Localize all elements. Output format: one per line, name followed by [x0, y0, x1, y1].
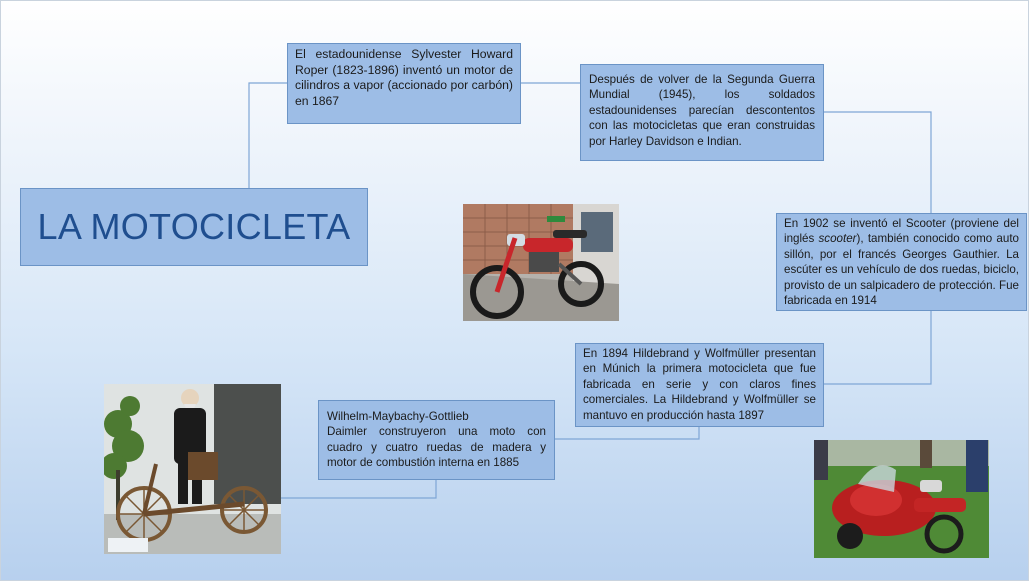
daimler-node: [318, 400, 555, 480]
connector-guerra-scooter: [823, 112, 931, 213]
roper-node: [287, 43, 521, 124]
postwar-text: Después de volver de la Segunda Guerra Mundial (1945), los soldados estadounidenses parecían descontentos con las motocicletas que eran construidas por Harley Davidson e Indian.: [589, 73, 815, 148]
connector-hildebrand-daimler: [555, 427, 699, 439]
hildebrand-text: En 1894 Hildebrand y Wolfmüller presentan en Múnich la primera motocicleta que fue fabricada en serie y con claros fines comerciales. La Hildebrand y Wolfmüller se mantuvo en producción hasta 1897: [583, 347, 816, 422]
connector-scooter-hildebrand: [823, 311, 931, 384]
connector-title-roper: [249, 83, 288, 188]
scooter-text-part2: ), también conocido como auto sillón, por el francés Georges Gauthier. La escúter es un vehículo de dos ruedas, biciclo, provisto de un salpicadero de protección. Fue fabricada en 1914: [784, 232, 1019, 308]
scooter-text-part1: En 1902 se inventó el Scooter (proviene del inglés: [784, 217, 1019, 246]
daimler-wooden-motorcycle-photo: [104, 384, 281, 554]
hildebrand-node: [575, 343, 824, 427]
sidecar-motorcycle-photo: [814, 440, 989, 558]
daimler-text: Daimler construyeron una moto con cuadro y cuatro ruedas de madera y motor de combustión interna en 1885: [327, 425, 546, 470]
red-moped-photo: [463, 204, 619, 321]
main-title-box: [20, 188, 368, 266]
scooter-node: [776, 213, 1027, 311]
postwar-node: [580, 64, 824, 161]
connector-daimler-photo: [281, 480, 436, 498]
roper-text: El estadounidense Sylvester Howard Roper (1823-1896) inventó un motor de cilindros a vapor (accionado por carbón) en 1867: [295, 47, 513, 108]
daimler-names: Wilhelm-Maybachy-Gottlieb: [327, 410, 469, 423]
scooter-text-italic: scooter: [818, 232, 857, 246]
main-title: LA MOTOCICLETA: [37, 206, 351, 247]
